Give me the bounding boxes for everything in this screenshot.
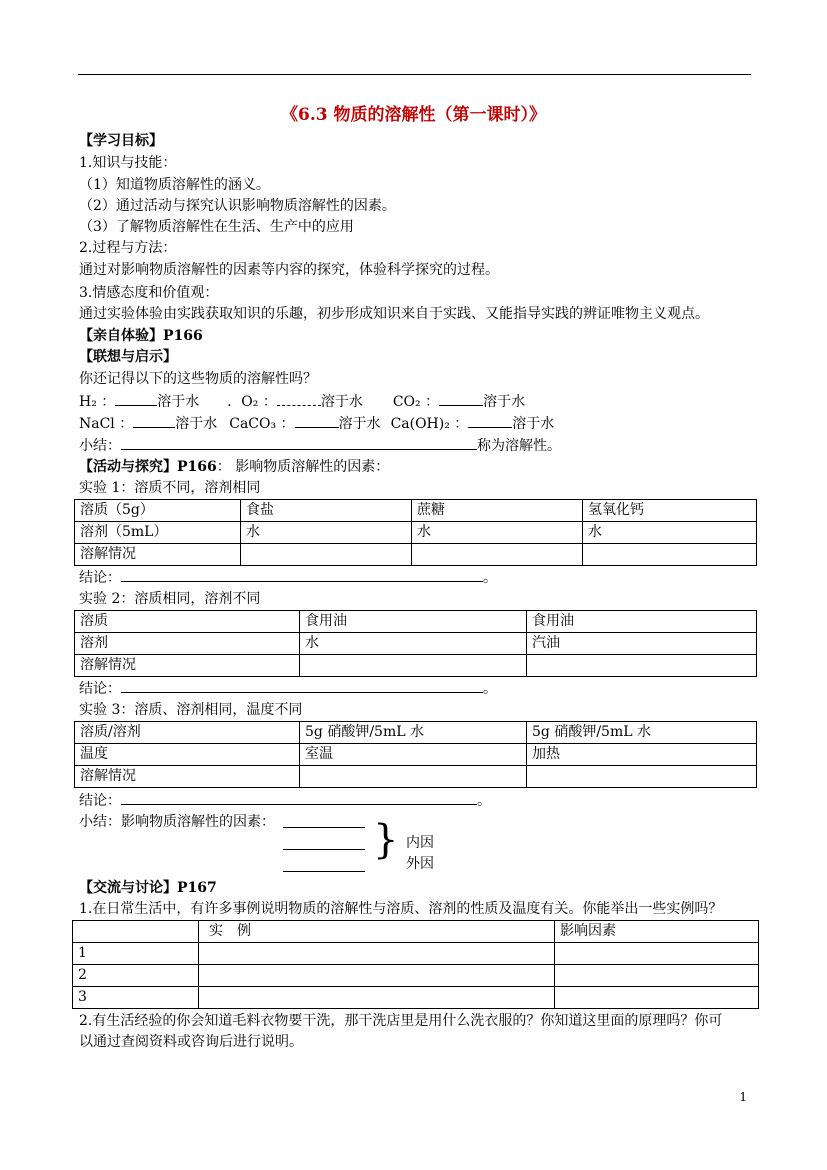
header-rule bbox=[78, 74, 751, 75]
table-cell: 1 bbox=[73, 943, 199, 965]
conclusion-label: 结论： bbox=[79, 681, 121, 697]
table-row bbox=[75, 544, 757, 566]
conclusion-end: 。 bbox=[483, 570, 497, 586]
association-question: 你还记得以下的这些物质的溶解性吗？ bbox=[79, 371, 317, 387]
discussion-q1: 1.在日常生活中，有许多事例说明物质的溶解性与溶质、溶剂的性质及温度有关。你能举出一些实例吗？ bbox=[79, 901, 723, 917]
table-cell: 食盐 bbox=[241, 500, 412, 522]
table-cell: 5g 硝酸钾/5mL 水 bbox=[300, 722, 527, 744]
table-header: 影响因素 bbox=[555, 921, 759, 943]
summary-blank[interactable] bbox=[283, 827, 365, 828]
exp2-conclusion bbox=[79, 678, 497, 699]
conclusion-label: 结论： bbox=[79, 793, 121, 809]
objective-line: 2.过程与方法： bbox=[79, 240, 177, 256]
table-row bbox=[75, 633, 757, 655]
table-cell: 溶剂 bbox=[75, 633, 300, 655]
inner-factor-label: 内因 bbox=[406, 835, 434, 851]
table-row bbox=[75, 500, 757, 522]
table-cell: 汽油 bbox=[527, 633, 757, 655]
objective-line: （1）知道物质溶解性的涵义。 bbox=[79, 177, 270, 193]
table-cell: 溶质 bbox=[75, 611, 300, 633]
conclusion-blank[interactable] bbox=[121, 790, 477, 805]
activity-page: P166 bbox=[177, 459, 217, 475]
table-cell[interactable] bbox=[527, 766, 757, 788]
table-row bbox=[75, 611, 757, 633]
conclusion-blank[interactable] bbox=[121, 678, 483, 693]
h2-blank[interactable] bbox=[115, 391, 157, 406]
solubility-row-1 bbox=[79, 391, 525, 412]
experience-label: 【亲自体验】 bbox=[79, 328, 163, 344]
table-cell[interactable] bbox=[199, 943, 555, 965]
objectives-heading: 【学习目标】 bbox=[79, 133, 163, 149]
table-cell: 加热 bbox=[527, 744, 757, 766]
dissolve-text: 溶于水 bbox=[483, 394, 526, 410]
objective-line: （3）了解物质溶解性在生活、生产中的应用 bbox=[79, 219, 354, 235]
caco3-label: CaCO₃ ： bbox=[229, 416, 295, 432]
exp1-table bbox=[74, 499, 757, 566]
dissolve-text: 溶于水 bbox=[320, 394, 363, 410]
table-cell[interactable] bbox=[555, 943, 759, 965]
table-row bbox=[75, 766, 757, 788]
association-heading: 【联想与启示】 bbox=[79, 349, 177, 365]
dissolve-text: 溶于水 bbox=[512, 416, 555, 432]
table-cell: 水 bbox=[241, 522, 412, 544]
discussion-q2-line2: 以通过查阅资料或咨询后进行说明。 bbox=[79, 1034, 303, 1050]
table-cell: 食用油 bbox=[527, 611, 757, 633]
conclusion-end: 。 bbox=[483, 681, 497, 697]
objective-line: （2）通过活动与探究认识影响物质溶解性的因素。 bbox=[79, 198, 396, 214]
discussion-label: 【交流与讨论】 bbox=[79, 880, 177, 896]
caoh2-blank[interactable] bbox=[468, 413, 512, 428]
o2-label: ．O₂ ： bbox=[227, 394, 277, 410]
experience-page: P166 bbox=[163, 328, 203, 344]
discussion-page: P167 bbox=[177, 880, 217, 896]
table-row bbox=[73, 921, 759, 943]
conclusion-label: 结论： bbox=[79, 570, 121, 586]
table-row bbox=[73, 965, 759, 987]
objective-line: 通过实验体验由实践获取知识的乐趣，初步形成知识来自于实践、又能指导实践的辨证唯物主义观点。 bbox=[79, 306, 709, 322]
table-cell: 溶解情况 bbox=[75, 766, 300, 788]
caco3-blank[interactable] bbox=[295, 413, 339, 428]
table-cell[interactable] bbox=[527, 655, 757, 677]
exp2-table bbox=[74, 610, 757, 677]
table-cell: 蔗糖 bbox=[412, 500, 583, 522]
table-cell: 2 bbox=[73, 965, 199, 987]
summary-end: 称为溶解性。 bbox=[477, 438, 561, 454]
co2-label: CO₂ ： bbox=[392, 394, 440, 410]
examples-table bbox=[72, 920, 759, 1009]
table-cell: 水 bbox=[412, 522, 583, 544]
objective-line: 通过对影响物质溶解性的因素等内容的探究，体验科学探究的过程。 bbox=[79, 262, 499, 278]
exp3-conclusion bbox=[79, 790, 491, 811]
summary-1 bbox=[79, 435, 561, 456]
dissolve-text: 溶于水 bbox=[338, 416, 381, 432]
table-cell[interactable] bbox=[241, 544, 412, 566]
table-cell: 温度 bbox=[75, 744, 300, 766]
table-cell[interactable] bbox=[555, 965, 759, 987]
exp2-caption: 实验 2：溶质相同，溶剂不同 bbox=[79, 591, 261, 607]
activity-topic: ： 影响物质溶解性的因素： bbox=[216, 459, 390, 475]
exp3-caption: 实验 3：溶质、溶剂相同，温度不同 bbox=[79, 702, 303, 718]
solubility-row-2 bbox=[79, 413, 554, 434]
summary-blank[interactable] bbox=[283, 849, 365, 850]
activity-label: 【活动与探究】 bbox=[79, 459, 177, 475]
table-header: 实 例 bbox=[199, 921, 555, 943]
table-row bbox=[75, 522, 757, 544]
table-cell: 3 bbox=[73, 987, 199, 1009]
summary-label: 小结： bbox=[79, 438, 121, 454]
nacl-label: NaCl ： bbox=[79, 416, 134, 432]
summary-2-label: 小结：影响物质溶解性的因素： bbox=[79, 814, 275, 830]
objective-line: 1.知识与技能： bbox=[79, 155, 177, 171]
summary-blank[interactable] bbox=[121, 435, 477, 450]
exp1-caption: 实验 1：溶质不同，溶剂相同 bbox=[79, 480, 261, 496]
table-cell[interactable] bbox=[300, 766, 527, 788]
table-cell[interactable] bbox=[199, 965, 555, 987]
table-cell[interactable] bbox=[583, 544, 757, 566]
dissolve-text: 溶于水 bbox=[157, 394, 200, 410]
table-cell: 溶解情况 bbox=[75, 544, 241, 566]
table-cell: 室温 bbox=[300, 744, 527, 766]
objective-line: 3.情感态度和价值观： bbox=[79, 285, 219, 301]
table-row bbox=[73, 987, 759, 1009]
outer-factor-label: 外因 bbox=[406, 856, 434, 872]
table-cell[interactable] bbox=[555, 987, 759, 1009]
table-row bbox=[75, 655, 757, 677]
table-row bbox=[75, 744, 757, 766]
dissolve-text: 溶于水 bbox=[175, 416, 218, 432]
table-row bbox=[75, 722, 757, 744]
table-cell: 溶剂（5mL） bbox=[75, 522, 241, 544]
exp1-conclusion bbox=[79, 567, 497, 588]
table-cell: 食用油 bbox=[300, 611, 527, 633]
table-cell: 水 bbox=[300, 633, 527, 655]
nacl-blank[interactable] bbox=[133, 413, 175, 428]
o2-blank[interactable] bbox=[277, 391, 321, 406]
table-cell: 5g 硝酸钾/5mL 水 bbox=[527, 722, 757, 744]
table-row bbox=[73, 943, 759, 965]
table-cell[interactable] bbox=[412, 544, 583, 566]
exp3-table bbox=[74, 721, 757, 788]
table-header bbox=[73, 921, 199, 943]
table-cell[interactable] bbox=[199, 987, 555, 1009]
caoh2-label: Ca(OH)₂ ： bbox=[390, 416, 469, 432]
conclusion-end: 。 bbox=[477, 793, 491, 809]
page-number: 1 bbox=[739, 1090, 747, 1104]
activity-heading bbox=[79, 457, 389, 477]
table-cell: 溶质（5g） bbox=[75, 500, 241, 522]
table-cell: 溶解情况 bbox=[75, 655, 300, 677]
summary-blank[interactable] bbox=[283, 871, 365, 872]
co2-blank[interactable] bbox=[439, 391, 483, 406]
table-cell: 溶质/溶剂 bbox=[75, 722, 300, 744]
page-title: 《6.3 物质的溶解性（第一课时）》 bbox=[281, 105, 546, 125]
conclusion-blank[interactable] bbox=[121, 567, 483, 582]
table-cell: 氢氧化钙 bbox=[583, 500, 757, 522]
h2-label: H₂ ： bbox=[79, 394, 116, 410]
discussion-heading bbox=[79, 878, 217, 898]
brace-symbol: } bbox=[373, 817, 399, 863]
experience-heading bbox=[79, 326, 203, 346]
table-cell: 水 bbox=[583, 522, 757, 544]
table-cell[interactable] bbox=[300, 655, 527, 677]
discussion-q2-line1: 2.有生活经验的你会知道毛料衣物要干洗，那干洗店里是用什么洗衣服的？你知道这里面的原理吗？你可 bbox=[79, 1013, 723, 1029]
